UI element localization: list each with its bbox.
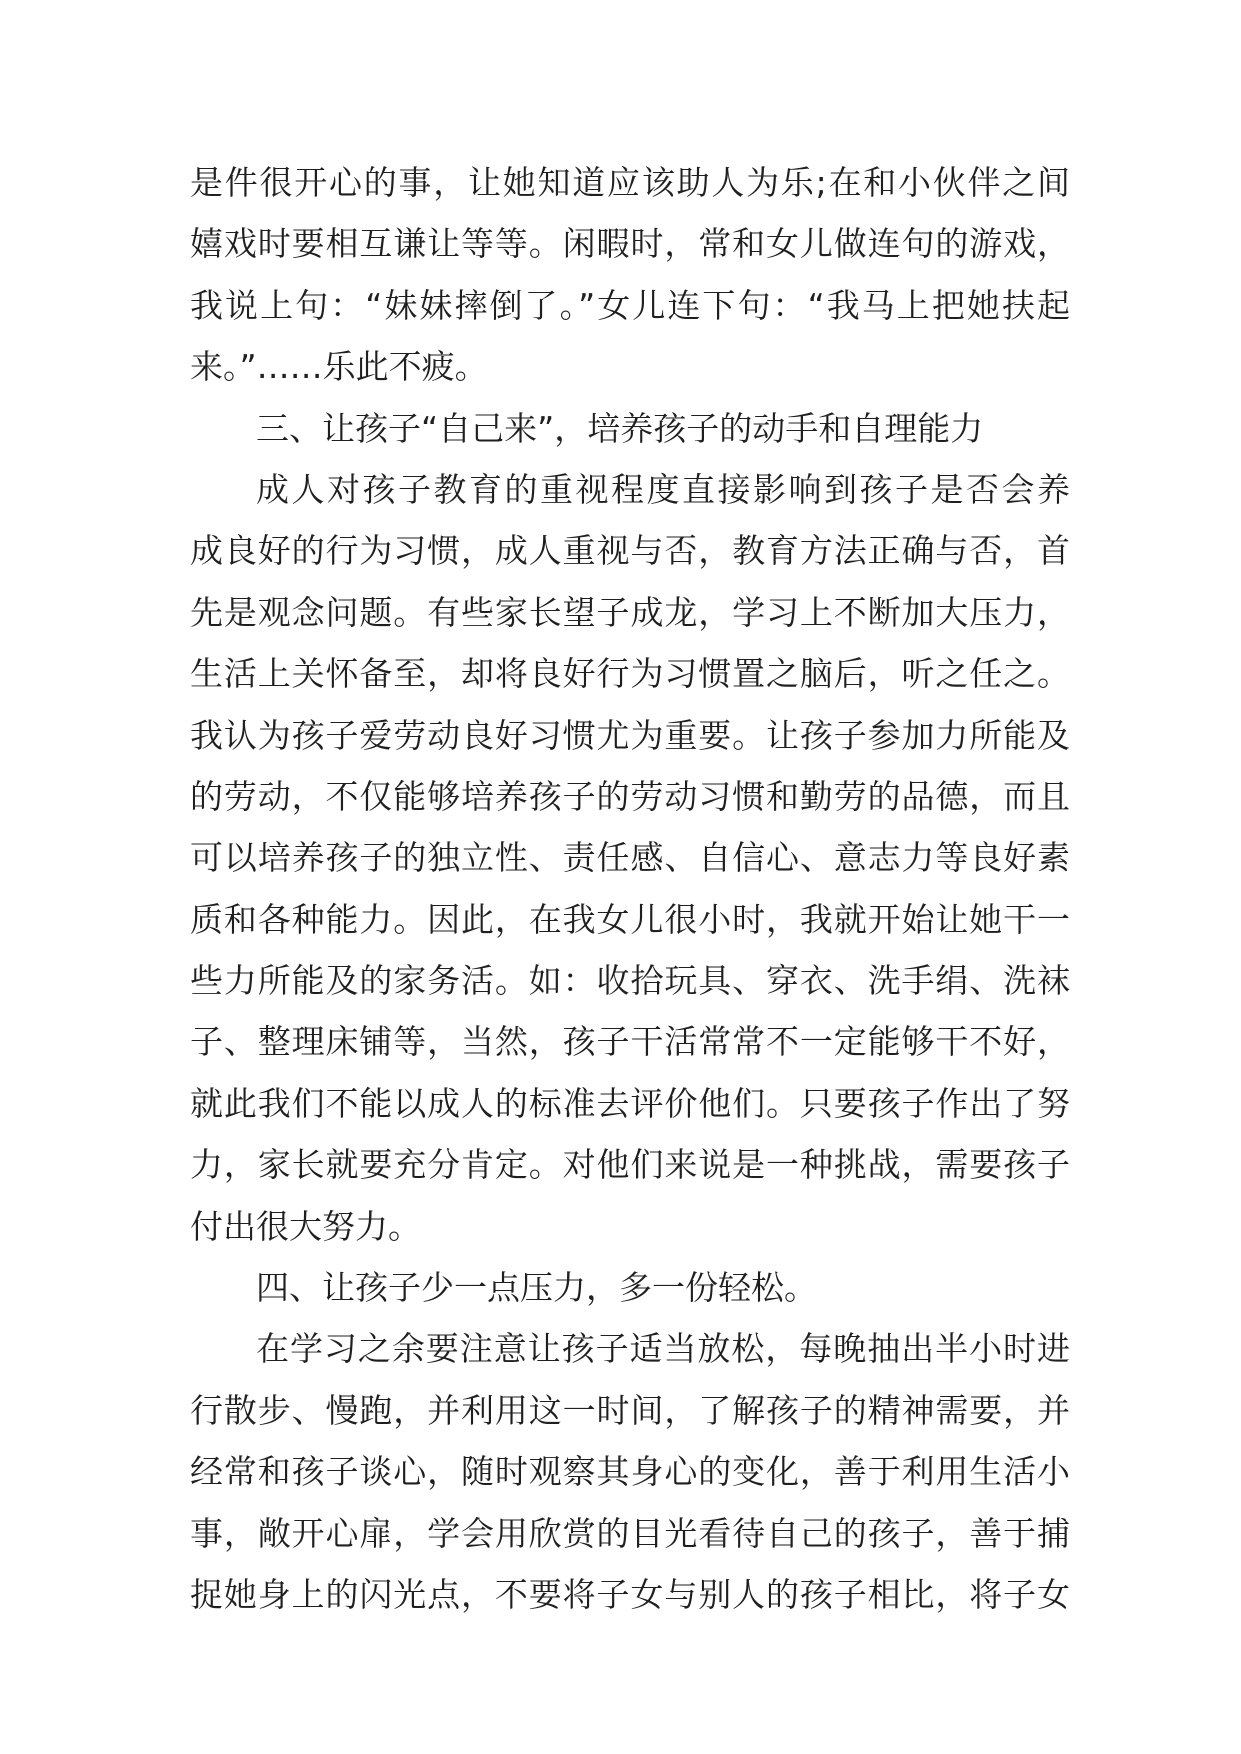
text-line: 来。”……乐此不疲。 <box>190 347 488 387</box>
heading-text: 三、让孩子“自己来”，培养孩子的动手和自理能力 <box>256 408 984 448</box>
text-line: 我说上句：“妹妹摔倒了。”女儿连下句：“我马上把她扶起 <box>190 285 1070 325</box>
text-line: 些力所能及的家务活。如：收拾玩具、穿衣、洗手绢、洗袜 <box>190 961 1070 1001</box>
text-line: 成良好的行为习惯，成人重视与否，教育方法正确与否，首 <box>190 531 1070 571</box>
heading-text: 四、让孩子少一点压力，多一份轻松。 <box>256 1268 817 1308</box>
text-line: 质和各种能力。因此，在我女儿很小时，我就开始让她干一 <box>190 899 1070 939</box>
text-line: 生活上关怀备至，却将良好行为习惯置之脑后，听之任之。 <box>190 654 1070 694</box>
text-line: 是件很开心的事，让她知道应该助人为乐;在和小伙伴之间 <box>190 163 1070 202</box>
paragraph <box>190 459 1070 1257</box>
text-line: 付出很大努力。 <box>190 1206 421 1246</box>
text-line: 捉她身上的闪光点，不要将子女与别人的孩子相比，将子女 <box>190 1574 1070 1614</box>
text-line: 可以培养孩子的独立性、责任感、自信心、意志力等良好素 <box>190 838 1070 878</box>
text-line: 先是观念问题。有些家长望子成龙，学习上不断加大压力， <box>190 592 1070 632</box>
paragraph <box>190 152 1070 398</box>
text-line: 力，家长就要充分肯定。对他们来说是一种挑战，需要孩子 <box>190 1145 1070 1185</box>
paragraph <box>190 1318 1070 1625</box>
text-line: 在学习之余要注意让孩子适当放松，每晚抽出半小时进 <box>256 1329 1070 1369</box>
section-heading <box>190 398 1070 459</box>
section-heading <box>190 1257 1070 1318</box>
text-line: 嬉戏时要相互谦让等等。闲暇时，常和女儿做连句的游戏， <box>190 224 1070 264</box>
text-line: 子、整理床铺等，当然，孩子干活常常不一定能够干不好， <box>190 1022 1070 1062</box>
text-line: 行散步、慢跑，并利用这一时间，了解孩子的精神需要，并 <box>190 1390 1070 1430</box>
document-body <box>190 152 1070 1625</box>
text-line: 经常和孩子谈心，随时观察其身心的变化，善于利用生活小 <box>190 1452 1070 1492</box>
text-line: 就此我们不能以成人的标准去评价他们。只要孩子作出了努 <box>190 1083 1070 1123</box>
text-line: 我认为孩子爱劳动良好习惯尤为重要。让孩子参加力所能及 <box>190 715 1070 755</box>
text-line: 事，敞开心扉，学会用欣赏的目光看待自己的孩子，善于捕 <box>190 1513 1070 1553</box>
text-line: 成人对孩子教育的重视程度直接影响到孩子是否会养 <box>256 469 1070 509</box>
text-line: 的劳动，不仅能够培养孩子的劳动习惯和勤劳的品德，而且 <box>190 776 1070 816</box>
